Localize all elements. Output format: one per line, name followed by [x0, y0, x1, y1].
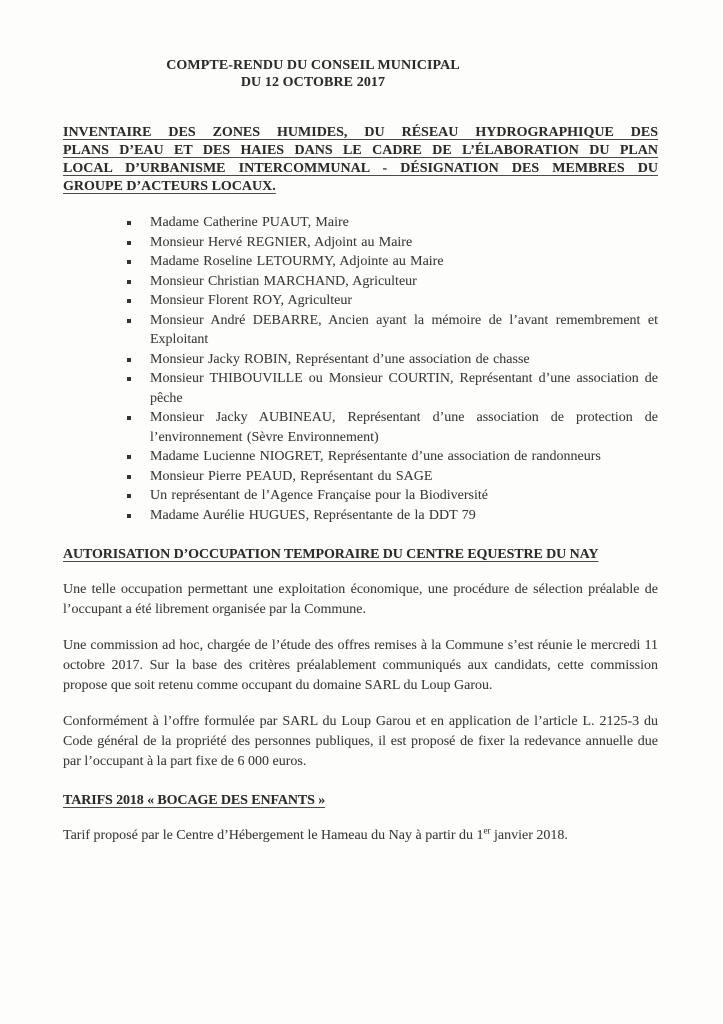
member-item	[63, 486, 658, 506]
heading-line-3: LOCAL D’URBANISME INTERCOMMUNAL - DÉSIGNATION DES MEMBRES DU	[63, 161, 658, 176]
section-heading-tarifs: TARIFS 2018 « BOCAGE DES ENFANTS »	[63, 793, 326, 808]
square-bullet-icon	[127, 377, 131, 381]
member-item	[63, 467, 658, 487]
member-label: Un représentant de l’Agence Française pour la Biodiversité	[150, 488, 488, 503]
square-bullet-icon	[127, 299, 131, 303]
member-label: Monsieur Pierre PEAUD, Représentant du SAGE	[150, 468, 433, 484]
paragraph-selection: Une telle occupation permettant une exploitation économique, une procédure de sélection préalable de l’occupant a été librement organisée par la Commune.	[63, 582, 658, 617]
square-bullet-icon	[127, 514, 131, 518]
paragraph-tarif	[63, 826, 658, 846]
square-bullet-icon	[127, 260, 131, 264]
member-item	[63, 311, 658, 350]
document-title	[63, 57, 563, 91]
member-item	[63, 506, 658, 526]
member-label: Madame Lucienne NIOGRET, Représentante d’une association de randonneurs	[150, 449, 601, 464]
square-bullet-icon	[127, 280, 131, 284]
member-item	[63, 291, 658, 311]
member-item	[63, 213, 658, 233]
member-item	[63, 233, 658, 253]
section-heading-autorisation: AUTORISATION D’OCCUPATION TEMPORAIRE DU CENTRE EQUESTRE DU NAY	[63, 547, 599, 562]
title-line-2: DU 12 OCTOBRE 2017	[240, 75, 386, 90]
heading-line-4: GROUPE D’ACTEURS LOCAUX.	[63, 179, 276, 194]
member-item	[63, 350, 658, 370]
title-line-1: COMPTE-RENDU DU CONSEIL MUNICIPAL	[166, 58, 460, 73]
member-label: Monsieur THIBOUVILLE ou Monsieur COURTIN, Représentant d’une association de pêche	[150, 371, 658, 406]
square-bullet-icon	[127, 416, 131, 420]
section-heading-inventaire	[63, 124, 658, 196]
member-label: Monsieur Jacky AUBINEAU, Représentant d’une association de protection de l’environnement (Sèvre Environnement)	[150, 410, 658, 445]
square-bullet-icon	[127, 319, 131, 323]
member-label: Monsieur André DEBARRE, Ancien ayant la mémoire de l’avant remembrement et Exploitant	[150, 312, 658, 347]
square-bullet-icon	[127, 494, 131, 498]
member-label: Monsieur Christian MARCHAND, Agriculteur	[150, 273, 417, 289]
tarif-superscript: er	[483, 825, 491, 836]
square-bullet-icon	[127, 241, 131, 245]
member-label: Monsieur Florent ROY, Agriculteur	[150, 293, 353, 308]
member-item	[63, 369, 658, 408]
heading-line-2: PLANS D’EAU ET DES HAIES DANS LE CADRE DE L’ÉLABORATION DU PLAN	[63, 143, 658, 158]
square-bullet-icon	[127, 455, 131, 459]
square-bullet-icon	[127, 475, 131, 479]
member-label: Madame Roseline LETOURMY, Adjointe au Maire	[150, 254, 444, 269]
member-label: Monsieur Jacky ROBIN, Représentant d’une association de chasse	[150, 351, 530, 367]
member-item	[63, 447, 658, 467]
member-item	[63, 272, 658, 292]
square-bullet-icon	[127, 221, 131, 225]
member-item	[63, 408, 658, 447]
square-bullet-icon	[127, 358, 131, 362]
paragraph-redevance: Conformément à l’offre formulée par SARL du Loup Garou et en application de l’article L. 2125-3 du Code général de la propriété des personnes publiques, il est proposé de fixer la redevance annuelle due par l’occupant à la part fixe de 6 000 euros.	[63, 714, 658, 769]
tarif-text-prefix: Tarif proposé par le Centre d’Hébergement le Hameau du Nay à partir du 1	[63, 828, 484, 843]
heading-line-1: INVENTAIRE DES ZONES HUMIDES, DU RÉSEAU HYDROGRAPHIQUE DES	[63, 125, 658, 140]
paragraph-commission: Une commission ad hoc, chargée de l’étude des offres remises à la Commune s’est réunie le mercredi 11 octobre 2017. Sur la base des critères préalablement communiqués aux candidats, cette commission propose que soit retenu comme occupant du domaine SARL du Loup Garou.	[63, 638, 658, 693]
tarif-text-suffix: janvier 2018.	[490, 828, 568, 843]
member-label: Madame Catherine PUAUT, Maire	[150, 215, 349, 230]
member-label: Monsieur Hervé REGNIER, Adjoint au Maire	[150, 234, 413, 250]
member-item	[63, 252, 658, 272]
member-label: Madame Aurélie HUGUES, Représentante de la DDT 79	[150, 507, 476, 523]
members-list	[63, 213, 658, 525]
